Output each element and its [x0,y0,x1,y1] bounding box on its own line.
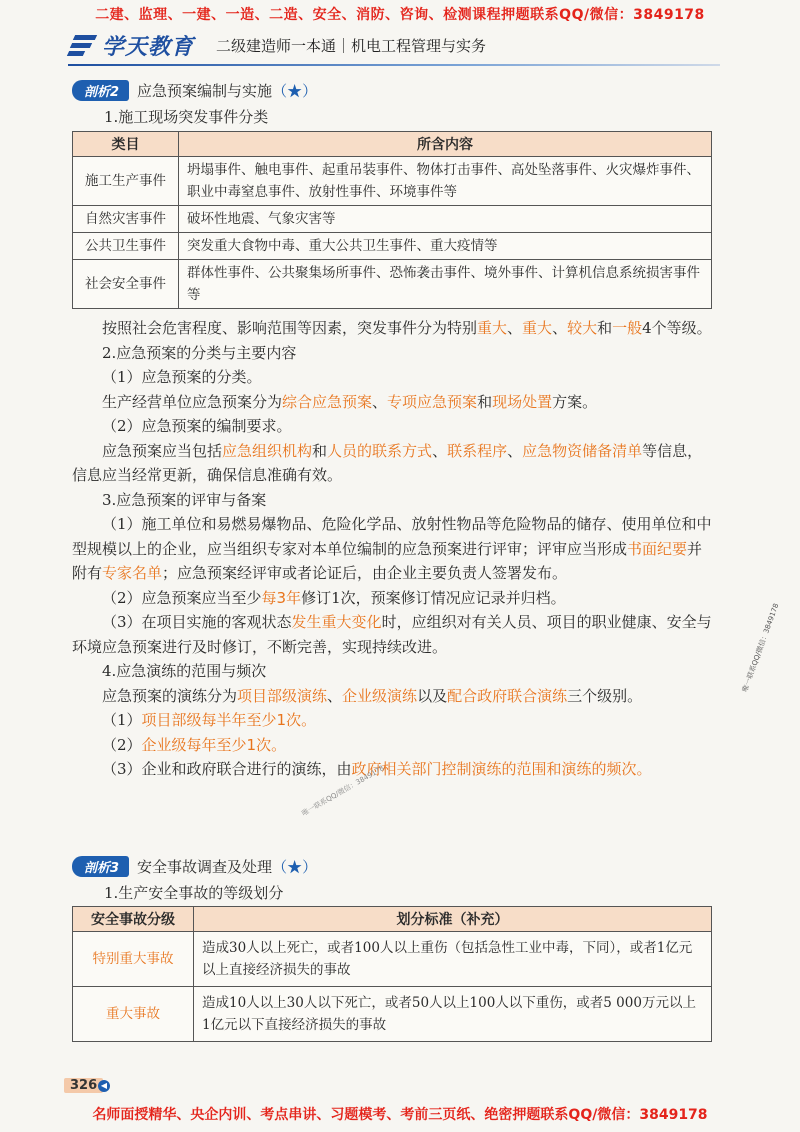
paragraph: （1）项目部级每半年至少1次。 [102,711,317,729]
table-cell: 坍塌事件、触电事件、起重吊装事件、物体打击事件、高处坠落事件、火灾爆炸事件、职业中毒窒息事件、放射性事件、环境事件等 [179,157,712,206]
table-row [73,987,712,1042]
page-number: 326 [64,1078,103,1093]
subheading: 4.应急演练的范围与频次 [102,662,267,680]
table-row [73,157,712,206]
table-cell: 造成30人以上死亡，或者100人以上重伤（包括急性工业中毒，下同），或者1亿元以上直接经济损失的事故 [194,932,712,987]
paragraph: 按照社会危害程度、影响范围等因素，突发事件分为特别重大、重大、较大和一般4个等级。 [102,319,712,337]
bottom-banner: 名师面授精华、央企内训、考点串讲、习题模考、考前三页纸、绝密押题联系QQ/微信：3849178 [92,1107,708,1123]
section-title: 安全事故调查及处理 [137,858,273,876]
table-header: 所含内容 [179,132,712,157]
logo-text: 学天教育 [102,34,195,60]
table-cell: 自然灾害事件 [73,206,179,233]
table-row [73,233,712,260]
subheading: 3.应急预案的评审与备案 [102,490,267,509]
paragraph: 生产经营单位应急预案分为综合应急预案、专项应急预案和现场处置方案。 [102,392,598,411]
header-subtitle: 二级建造师一本通｜机电工程管理与实务 [216,36,487,55]
subheading: 2.应急预案的分类与主要内容 [102,343,297,362]
table-cell: 公共卫生事件 [73,233,179,260]
event-classification-table [72,131,712,309]
table-cell: 社会安全事件 [73,260,179,309]
subheading: 1.生产安全事故的等级划分 [104,884,284,902]
paragraph: （2）应急预案应当至少每3年修订1次，预案修订情况应记录并归档。 [102,588,566,607]
logo-icon [68,33,96,57]
header [68,30,486,60]
table-cell: 造成10人以上30人以下死亡，或者50人以上100人以下重伤，或者5 000万元以上1亿元以下直接经济损失的事故 [194,987,712,1042]
watermark: 唯一联系QQ/微信：3849178 [300,764,386,818]
table-cell: 突发重大食物中毒、重大公共卫生事件、重大疫情等 [179,233,712,260]
watermark: 唯一联系QQ/微信：3849178 [740,602,781,694]
paragraph: （2）企业级每年至少1次。 [102,735,287,754]
table-cell: 重大事故 [73,987,194,1042]
page-arrow-icon: ◀ [98,1080,110,1092]
star-rating: （★） [272,82,318,100]
table-cell: 特别重大事故 [73,932,194,987]
table-row [73,260,712,309]
header-divider [68,64,720,66]
table-cell: 破坏性地震、气象灾害等 [179,206,712,233]
section-badge: 剖析3 [72,856,129,877]
section-title: 应急预案编制与实施 [137,82,273,100]
star-rating: （★） [272,858,318,876]
table-row [73,932,712,987]
table-header: 划分标准（补充） [194,907,712,932]
table-header: 类目 [73,132,179,157]
paragraph: （3）在项目实施的客观状态发生重大变化时，应组织对有关人员、项目的职业健康、安全与环境应急预案进行及时修订，不断完善，实现持续改进。 [72,613,712,656]
subheading: （2）应急预案的编制要求。 [102,417,292,435]
body-text [72,316,714,782]
table-row [73,206,712,233]
subheading: （1）应急预案的分类。 [102,368,262,386]
section-heading-2 [72,80,317,101]
paragraph: 应急预案的演练分为项目部级演练、企业级演练以及配合政府联合演练三个级别。 [102,686,643,705]
top-banner: 二建、监理、一建、一造、二造、安全、消防、咨询、检测课程押题联系QQ/微信：3849178 [95,7,705,23]
section-heading-3 [72,856,317,877]
paragraph: （1）施工单位和易燃易爆物品、危险化学品、放射性物品等危险物品的储存、使用单位和中型规模以上的企业，应当组织专家对本单位编制的应急预案进行评审；评审应当形成书面纪要并附有专家名单；应急预案经评审或者论证后，由企业主要负责人签署发布。 [72,515,712,582]
accident-level-table [72,906,712,1042]
table-cell: 群体性事件、公共聚集场所事件、恐怖袭击事件、境外事件、计算机信息系统损害事件等 [179,260,712,309]
paragraph: （3）企业和政府联合进行的演练，由政府相关部门控制演练的范围和演练的频次。 [102,760,652,778]
table-cell: 施工生产事件 [73,157,179,206]
subheading: 1.施工现场突发事件分类 [104,108,269,126]
paragraph: 应急预案应当包括应急组织机构和人员的联系方式、联系程序、应急物资储备清单等信息，信息应当经常更新，确保信息准确有效。 [72,441,703,484]
table-header: 安全事故分级 [73,907,194,932]
section-badge: 剖析2 [72,80,129,101]
